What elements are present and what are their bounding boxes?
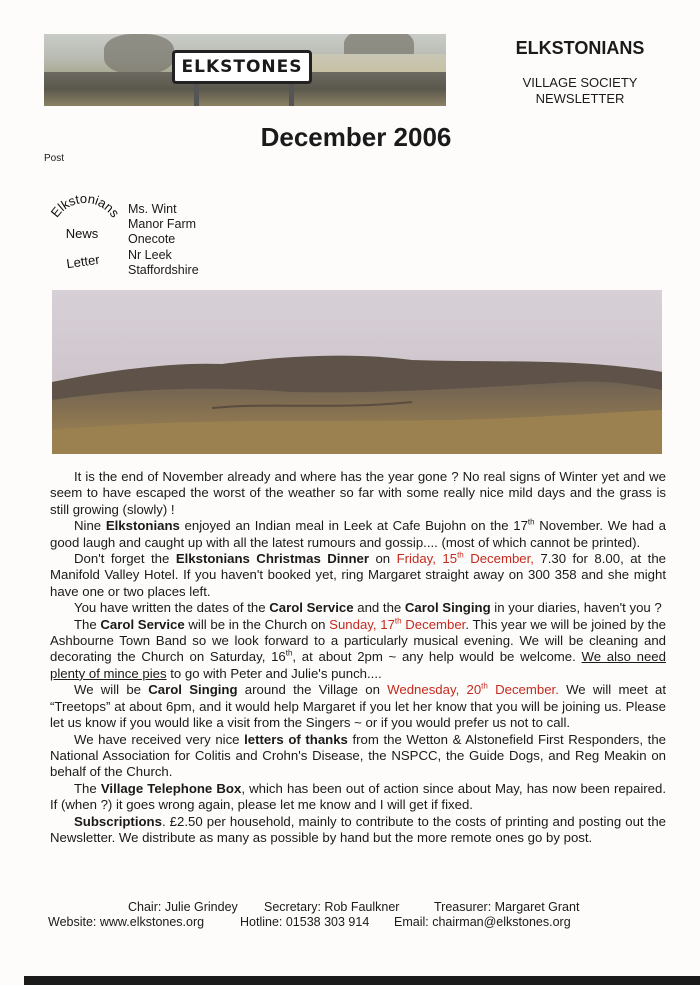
landscape-photo <box>52 290 662 454</box>
photo-tree <box>104 34 174 74</box>
address-line: Nr Leek <box>128 247 172 262</box>
header-photo <box>44 34 446 106</box>
paragraph-telephone-box: The Village Telephone Box, which has been out of action since about May, has now been repaired. If (when ?) it goes wrong again, please let me know and I will get if fixed. <box>50 780 666 813</box>
footer-hotline: Hotline: 01538 303 914 <box>240 915 370 929</box>
footer-secretary: Secretary: Rob Faulkner <box>264 900 400 914</box>
address-line: Manor Farm <box>128 217 197 232</box>
newsletter-body <box>50 469 666 846</box>
logo-middle-text: News <box>65 226 99 241</box>
sign-post <box>289 82 294 106</box>
newsletter-logo <box>40 188 130 278</box>
paragraph-subscriptions: Subscriptions. £2.50 per household, mainly to contribute to the costs of printing and posting out the Newsletter. We distribute as many as possible by hand but the more remote ones go by post. <box>50 813 666 845</box>
address-line: Ms. Wint <box>128 202 177 216</box>
logo-arc-text: Elkstonians <box>47 190 123 221</box>
address-line: Onecote <box>128 232 176 247</box>
paragraph-carol-singing: We will be Carol Singing around the Village on Wednesday, 20th December. We will meet at “Treetops” at about 6pm, and it would help Margaret if you let her know that you will be joining us. Please let us know if you would like a visit from the Singers ~ or if you would prefer us not to call. <box>50 681 666 731</box>
paragraph-carol-service: The Carol Service will be in the Church on Sunday, 17th December. This year we will be joined by the Ashbourne Town Band so we look forward to a particularly musical evening. We will be cleaning and decorating the Church on Saturday, 16th, at about 2pm ~ any help would be welcome. We also need plenty of mince pies to go with Peter and Julie's punch.... <box>50 616 666 681</box>
paragraph-diaries: You have written the dates of the Carol Service and the Carol Singing in your diaries, haven't you ? <box>74 600 662 616</box>
footer-website[interactable]: Website: www.elkstones.org <box>48 915 205 929</box>
village-sign <box>172 50 312 84</box>
village-sign-text: ELKSTONES <box>181 57 303 77</box>
address-block <box>128 202 199 278</box>
subtitle-line: NEWSLETTER <box>535 91 625 106</box>
footer-chair: Chair: Julie Grindey <box>128 900 238 914</box>
post-label: Post <box>44 153 65 164</box>
paragraph-christmas-dinner: Don't forget the Elkstonians Christmas Dinner on Friday, 15th December, 7.30 for 8.00, at the Manifold Valley Hotel. If you haven't booked yet, ring Margaret straight away on 300 358 and she might have one or two places left. <box>50 550 666 599</box>
address-line: Staffordshire <box>128 262 199 277</box>
footer-treasurer: Treasurer: Margaret Grant <box>434 900 580 914</box>
sign-post <box>194 82 199 106</box>
masthead-subtitle <box>490 75 670 107</box>
paragraph-indian-meal: Nine Elkstonians enjoyed an Indian meal in Leek at Cafe Bujohn on the 17th November. We had a good laugh and caught up with all the latest rumours and gossip.... (most of which cannot be printed). <box>50 517 666 550</box>
paragraph-letters-of-thanks: We have received very nice letters of thanks from the Wetton & Alstonefield First Responders, the National Association for Colitis and Crohn's Disease, the NSPCC, the Guide Dogs, and Reg Meakin on behalf of the Church. <box>50 731 666 780</box>
society-name: ELKSTONIANS <box>515 38 645 58</box>
issue-date: December 2006 <box>260 122 452 152</box>
paragraph-intro: It is the end of November already and where has the year gone ? No real signs of Winter yet and we seem to have escaped the worst of the weather so far with some really nice mild days and the grass is still growing (slowly) ! <box>50 469 666 517</box>
logo-bottom-text: Letter <box>65 251 101 272</box>
subtitle-line: VILLAGE SOCIETY <box>522 75 638 90</box>
scan-edge <box>24 976 700 985</box>
footer-email[interactable]: Email: chairman@elkstones.org <box>394 915 571 929</box>
